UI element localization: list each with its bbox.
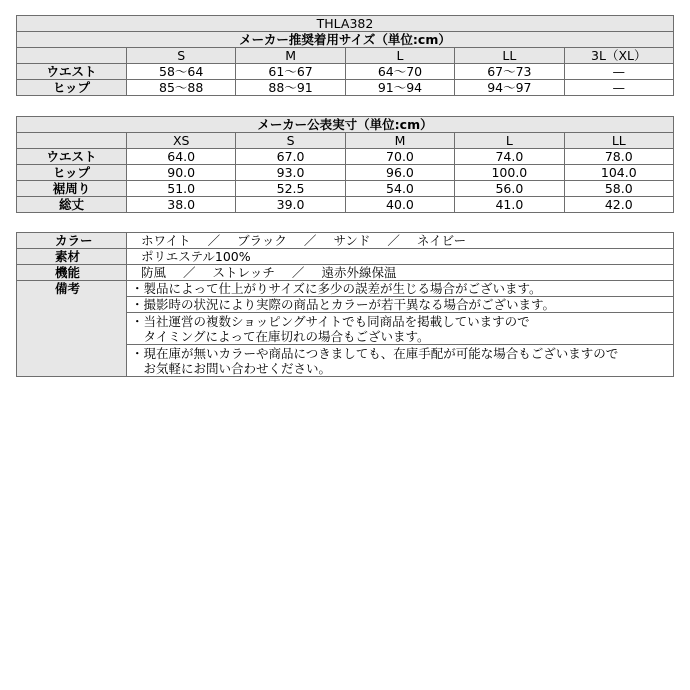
product-details-table xyxy=(16,232,674,377)
table-row xyxy=(17,233,674,249)
size-value: 39.0 xyxy=(236,197,345,213)
size-value: 64.0 xyxy=(127,149,236,165)
actual-size-table xyxy=(16,116,674,213)
table-row xyxy=(17,165,674,181)
separator: ／ xyxy=(387,233,400,248)
size-value: 93.0 xyxy=(236,165,345,181)
row-label: 裾周り xyxy=(17,181,127,197)
function-item: ストレッチ xyxy=(212,265,275,280)
size-value: 85～88 xyxy=(127,80,236,96)
row-label: 総丈 xyxy=(17,197,127,213)
corner-cell xyxy=(17,133,127,149)
color-list xyxy=(127,233,674,249)
color-label: カラー xyxy=(17,233,127,249)
color-item: ブラック xyxy=(237,233,287,248)
size-value: 90.0 xyxy=(127,165,236,181)
size-header: S xyxy=(127,48,236,64)
size-value: 91～94 xyxy=(345,80,454,96)
size-value: 67～73 xyxy=(455,64,564,80)
size-value: 94～97 xyxy=(455,80,564,96)
note-block xyxy=(127,313,674,345)
note-line: ・当社運営の複数ショッピングサイトでも同商品を掲載していますので xyxy=(131,313,530,329)
size-header: L xyxy=(455,133,564,149)
size-value: 78.0 xyxy=(564,149,673,165)
note-block xyxy=(127,345,674,377)
row-label: ウエスト xyxy=(17,64,127,80)
notes-label: 備考 xyxy=(17,281,127,377)
size-value: 58.0 xyxy=(564,181,673,197)
material-value: ポリエステル100% xyxy=(127,249,674,265)
size-value: 38.0 xyxy=(127,197,236,213)
size-value: 40.0 xyxy=(345,197,454,213)
separator: ／ xyxy=(303,233,317,248)
size-value: 58～64 xyxy=(127,64,236,80)
row-label: ヒップ xyxy=(17,80,127,96)
size-header: LL xyxy=(455,48,564,64)
note-line: タイミングによって在庫切れの場合もございます。 xyxy=(131,328,430,344)
function-item: 遠赤外線保温 xyxy=(321,265,397,280)
separator: ／ xyxy=(291,265,305,280)
separator: ／ xyxy=(183,265,196,280)
table-row xyxy=(17,80,674,96)
size-header: 3L（XL） xyxy=(564,48,673,64)
table-row xyxy=(17,265,674,281)
actual-size-title: メーカー公表実寸（単位:cm） xyxy=(17,117,674,133)
size-value: 61～67 xyxy=(236,64,345,80)
size-value: 100.0 xyxy=(455,165,564,181)
note-line: お気軽にお問い合わせください。 xyxy=(131,360,332,376)
size-value: 104.0 xyxy=(564,165,673,181)
table-row xyxy=(17,197,674,213)
size-value: 51.0 xyxy=(127,181,236,197)
table-row xyxy=(17,64,674,80)
size-header: S xyxy=(236,133,345,149)
table-row xyxy=(17,281,674,297)
size-header: LL xyxy=(564,133,673,149)
size-header: M xyxy=(236,48,345,64)
table-row xyxy=(17,249,674,265)
size-value: 54.0 xyxy=(345,181,454,197)
size-value: — xyxy=(564,80,673,96)
note-line: ・現在庫が無いカラーや商品につきましても、在庫手配が可能な場合もございますので xyxy=(131,345,619,361)
function-label: 機能 xyxy=(17,265,127,281)
table-row xyxy=(17,181,674,197)
size-value: 52.5 xyxy=(236,181,345,197)
size-value: 70.0 xyxy=(345,149,454,165)
size-header: L xyxy=(345,48,454,64)
separator: ／ xyxy=(207,233,221,248)
size-value: 56.0 xyxy=(455,181,564,197)
size-value: 42.0 xyxy=(564,197,673,213)
color-item: ホワイト xyxy=(141,233,191,248)
function-item: 防風 xyxy=(141,265,167,280)
product-code: THLA382 xyxy=(17,16,674,32)
row-label: ウエスト xyxy=(17,149,127,165)
function-list xyxy=(127,265,674,281)
size-value: — xyxy=(564,64,673,80)
size-value: 74.0 xyxy=(455,149,564,165)
size-value: 96.0 xyxy=(345,165,454,181)
size-header: XS xyxy=(127,133,236,149)
size-header: M xyxy=(345,133,454,149)
size-value: 64～70 xyxy=(345,64,454,80)
size-value: 88～91 xyxy=(236,80,345,96)
material-label: 素材 xyxy=(17,249,127,265)
size-value: 41.0 xyxy=(455,197,564,213)
note-line: ・製品によって仕上がりサイズに多少の誤差が生じる場合がございます。 xyxy=(127,281,674,297)
color-item: ネイビー xyxy=(416,233,467,248)
color-item: サンド xyxy=(333,233,371,248)
recommended-size-title: メーカー推奨着用サイズ（単位:cm） xyxy=(17,32,674,48)
table-row xyxy=(17,149,674,165)
row-label: ヒップ xyxy=(17,165,127,181)
size-value: 67.0 xyxy=(236,149,345,165)
corner-cell xyxy=(17,48,127,64)
recommended-size-table xyxy=(16,15,674,96)
note-line: ・撮影時の状況により実際の商品とカラーが若干異なる場合がございます。 xyxy=(127,297,674,313)
